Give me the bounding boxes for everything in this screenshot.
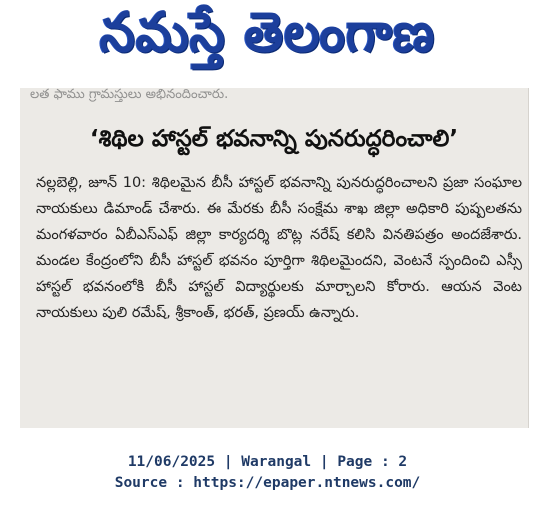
edition-meta: 11/06/2025 | Warangal | Page : 2 — [127, 454, 408, 470]
newspaper-logo: నమస్తే తెలంగాణ — [99, 0, 436, 64]
article-body: నల్లబెల్లి, జూన్ 10: శిథిలమైన బీసీ హాస్టల్ భవనాన్ని పునరుద్ధరించాలని ప్రజా సంఘాల నాయకులు డిమాండ్ చేశారు. ఈ మేరకు బీసీ సంక్షేమ శాఖ జిల్లా అధికారి పుష్పలతను మంగళవారం ఏబీఎస్ఎఫ్ జిల్లా కార్యదర్శి బొట్ల నరేష్ కలిసి వినతిపత్రం అందజేశారు. మండల కేంద్రంలోని బీసీ హాస్టల్ భవనం పూర్తిగా శిథిలమైందని, వెంటనే స్పందించి ఎస్సీ హాస్టల్ భవనంలోకి బీసీ హాస్టల్ విద్యార్థులకు మార్చాలని కోరారు. ఆయన వెంట నాయకులు పులి రమేష్, శ్రీకాంత్, భరత్, ప్రణయ్ ఉన్నారు. — [36, 175, 522, 321]
masthead — [0, 0, 535, 78]
article-headline: ‘శిథిల హాస్టల్ భవనాన్ని పునరుద్ధరించాలి’ — [89, 126, 459, 152]
source-line: Source : https://epaper.ntnews.com/ — [114, 475, 421, 491]
news-clipping — [20, 88, 529, 428]
clipping-footer — [0, 452, 535, 494]
previous-article-fragment: లత ఫాము గ్రామస్తులు అభినందించారు. — [30, 88, 229, 102]
headline-container — [20, 122, 528, 162]
